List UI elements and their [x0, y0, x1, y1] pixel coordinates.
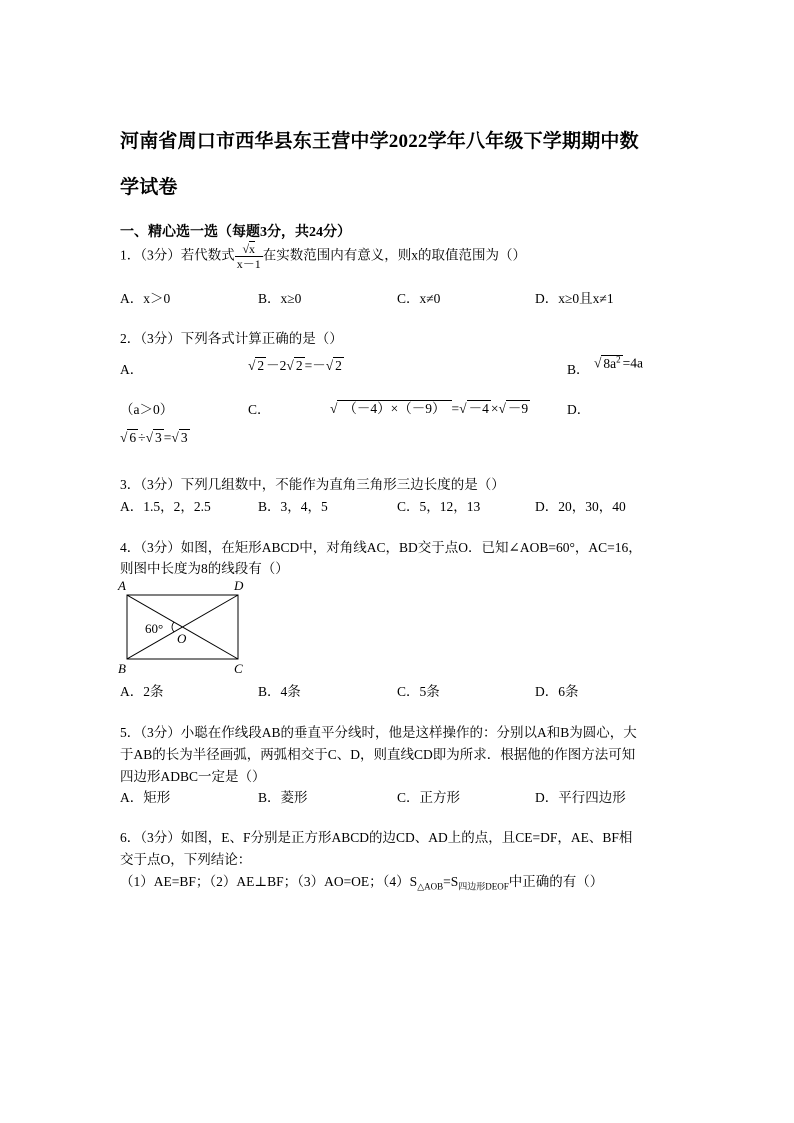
label-d: D	[234, 578, 244, 593]
q2d-divide: ÷	[138, 430, 146, 445]
q2-option-b-label: B．	[567, 362, 590, 377]
q2-option-b-expr	[594, 354, 643, 372]
q4-option-c: C．5条	[397, 684, 440, 699]
q6-tail: 中正确的有（）	[508, 874, 604, 889]
q1-prefix: 1．（3分）若代数式	[120, 247, 235, 263]
q3-option-b: B．3，4，5	[258, 499, 328, 514]
question-6-line-2: 交于点O，下列结论：	[120, 852, 252, 867]
q2-option-c-label: C．	[248, 402, 271, 417]
sqrt-symbol: √	[145, 430, 154, 445]
q2b-radicand: $8a^2$	[603, 354, 621, 371]
q1-option-a: A．x＞0	[120, 291, 171, 306]
question-5-line-3: 四边形ADBC一定是（）	[120, 769, 266, 784]
q2c-radicand-1: －4	[468, 401, 489, 416]
q2a-minus: －2	[266, 358, 287, 373]
q2d-equals: =	[163, 430, 172, 445]
q5-option-a: A．矩形	[120, 790, 171, 805]
sqrt-symbol: √	[594, 355, 602, 371]
q2-option-d-label: D．	[567, 402, 591, 417]
q2c-radicand-2: －9	[507, 401, 529, 416]
q6-sub-aob: △AOB	[417, 881, 444, 892]
q5-option-b: B．菱形	[258, 790, 308, 805]
q3-option-c: C．5，12，13	[397, 499, 481, 514]
q2d-radicand-1: 6	[129, 430, 137, 445]
q2-option-d-expr	[120, 430, 190, 446]
q5-option-c: C．正方形	[397, 790, 461, 805]
q2c-radicand: （－4）×（－9）	[337, 397, 451, 417]
sqrt-symbol: √	[498, 401, 506, 416]
rectangle-figure	[112, 574, 262, 678]
label-angle: 60°	[145, 621, 164, 636]
sqrt-symbol: √	[171, 430, 179, 445]
q4-option-d: D．6条	[535, 684, 579, 699]
q1-fraction	[235, 242, 263, 271]
q2b-result: =4a	[622, 355, 644, 371]
question-6-line-1: 6．（3分）如图，E、F分别是正方形ABCD的边CD、AD上的点，且CE=DF，AE、BF相	[120, 830, 633, 845]
question-4-stem-1: 4．（3分）如图，在矩形ABCD中，对角线AC，BD交于点O．已知∠AOB=60°，AC=16，	[120, 540, 642, 555]
q3-option-a: A．1.5，2，2.5	[120, 499, 211, 514]
title-line-1: 河南省周口市西华县东王营中学2022学年八年级下学期期中数	[120, 131, 639, 152]
sqrt-symbol: √	[248, 358, 256, 373]
q2d-radicand-2: 3	[155, 430, 162, 445]
q2c-times: ×	[490, 401, 499, 416]
q4-option-b: B．4条	[258, 684, 301, 699]
question-1	[120, 242, 526, 271]
q1-suffix: 在实数范围内有意义，则x的取值范围为（）	[262, 247, 527, 263]
sqrt-symbol: √	[242, 242, 250, 256]
question-4-stem-2: 则图中长度为8的线段有（）	[120, 561, 289, 576]
question-2-stem: 2．（3分）下列各式计算正确的是（）	[120, 331, 343, 346]
q1-option-d: D．x≥0且x≠1	[535, 291, 614, 306]
q2a-radicand-1: 2	[257, 358, 265, 373]
q2-option-a-label: A．	[120, 362, 144, 377]
q4-option-a: A．2条	[120, 684, 164, 699]
q2-option-a-expr	[248, 354, 344, 374]
q5-option-d: D．平行四边形	[535, 790, 626, 805]
q2a-radicand-3: 2	[335, 358, 342, 373]
q2d-radicand-3: 3	[180, 430, 188, 445]
q6-sub-deof: 四边形DEOF	[458, 881, 509, 892]
q2-option-c-expr	[330, 397, 530, 417]
label-o: O	[177, 631, 187, 646]
sqrt-symbol: √	[120, 430, 128, 445]
q2a-equals: =－	[304, 358, 326, 373]
label-c: C	[234, 661, 243, 676]
q2-option-b-condition: （a＞0）	[120, 402, 174, 417]
sqrt-symbol: √	[459, 401, 467, 416]
sqrt-symbol: √	[325, 358, 334, 373]
section-heading: 一、精心选一选（每题3分，共24分）	[120, 225, 351, 240]
q1-frac-num: x	[249, 242, 256, 256]
q6-equals: =S	[443, 874, 459, 889]
title-line-2: 学试卷	[120, 177, 178, 198]
question-3-stem: 3．（3分）下列几组数中，不能作为直角三角形三边长度的是（）	[120, 477, 505, 492]
q3-option-d: D．20，30，40	[535, 499, 626, 514]
q2a-radicand-2: 2	[295, 358, 303, 373]
angle-arc	[172, 622, 174, 632]
q1-option-c: C．x≠0	[397, 291, 441, 306]
question-6-line-3	[120, 870, 603, 893]
q1-option-b: B．x≥0	[258, 291, 302, 306]
q2c-equals: =	[451, 401, 460, 416]
q6-conclusions: （1）AE=BF；（2）AE⊥BF；（3）AO=OE；（4）S	[120, 874, 418, 889]
question-5-line-2: 于AB的长为半径画弧，两弧相交于C、D，则直线CD即为所求．根据他的作图方法可知	[120, 747, 636, 762]
label-b: B	[118, 661, 126, 676]
sqrt-symbol: √	[330, 401, 338, 416]
q1-frac-den: x－1	[236, 257, 261, 271]
sqrt-symbol: √	[286, 358, 294, 373]
question-5-line-1: 5．（3分）小聪在作线段AB的垂直平分线时，他是这样操作的：分别以A和B为圆心，大	[120, 725, 637, 740]
label-a: A	[118, 578, 126, 593]
